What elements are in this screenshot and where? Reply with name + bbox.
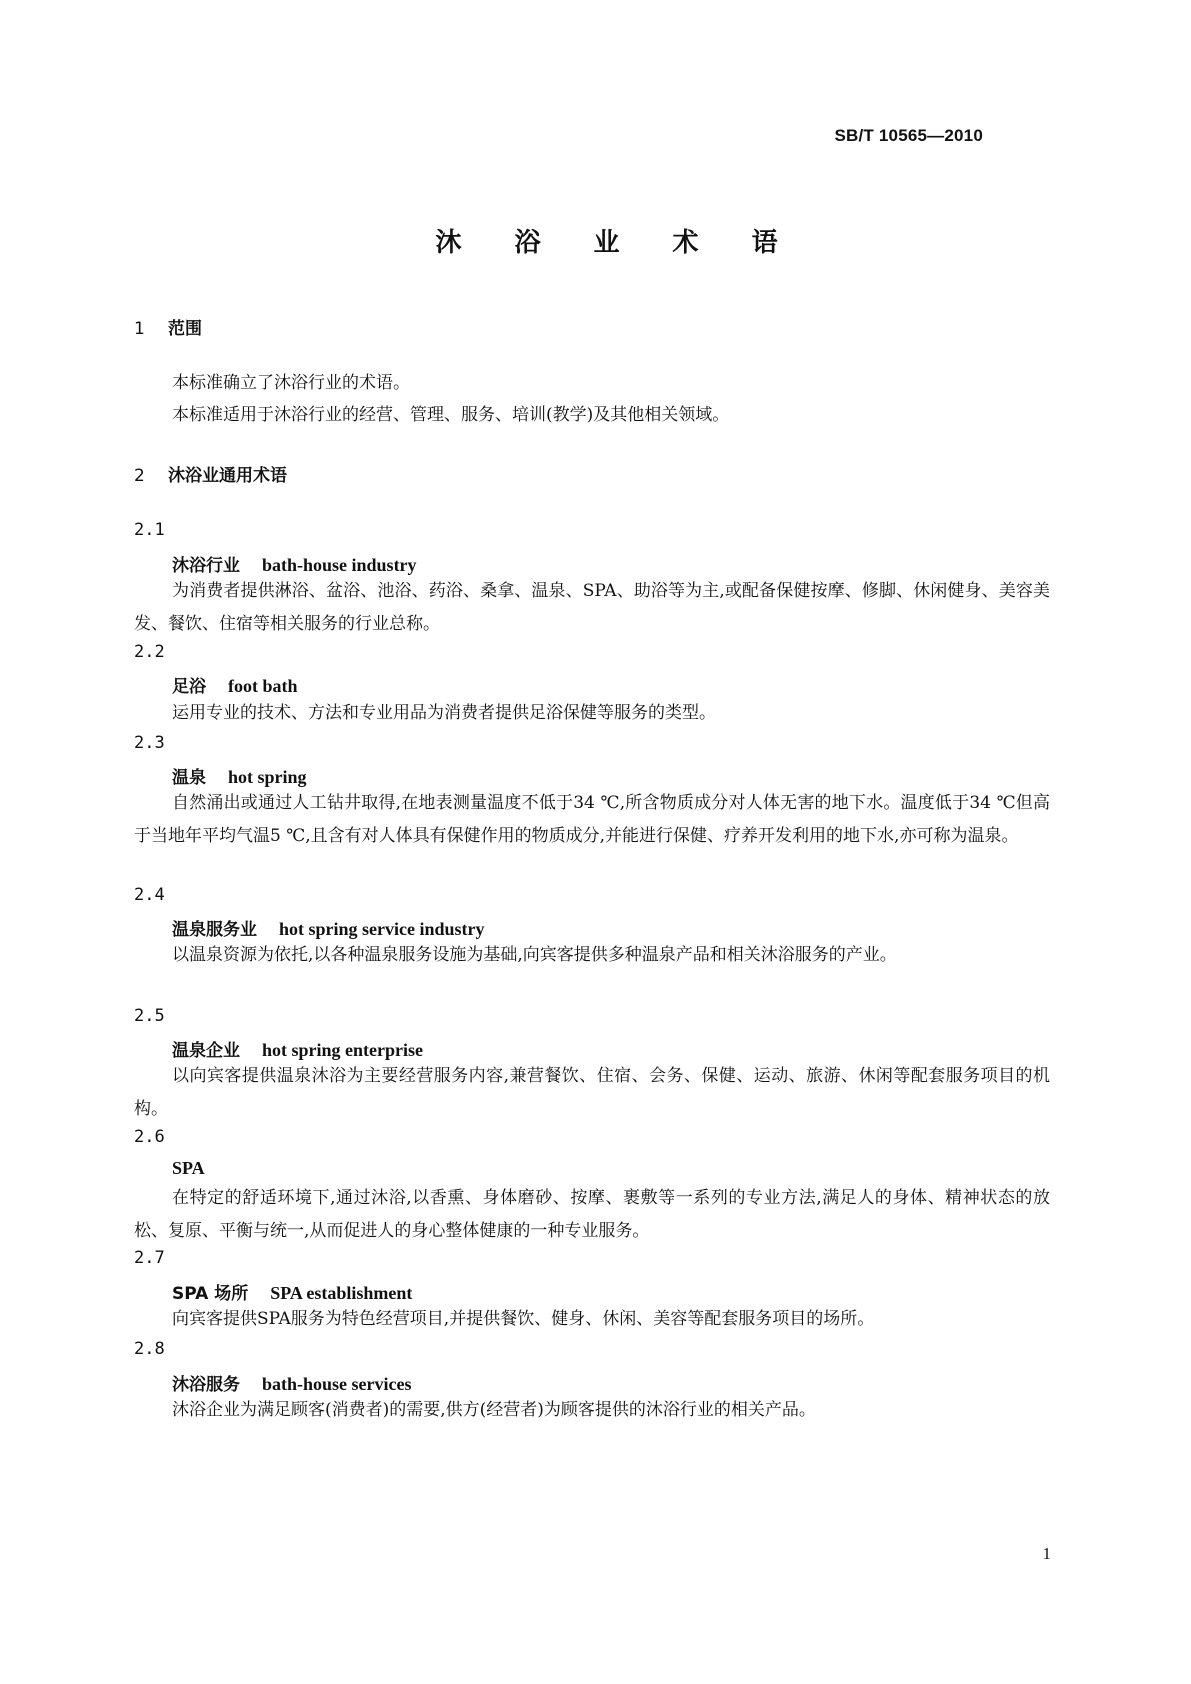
scope-paragraph: 本标准适用于沐浴行业的经营、管理、服务、培训(教学)及其他相关领域。: [172, 405, 730, 425]
term-definition: 自然涌出或通过人工钻井取得,在地表测量温度不低于34 ℃,所含物质成分对人体无害的地下水。温度低于34 ℃但高于当地年平均气温5 ℃,且含有对人体具有保健作用的物质成分,并能进行保健、疗养开发利用的地下水,亦可称为温泉。: [134, 793, 1050, 846]
term-heading: [172, 672, 298, 697]
clause-number: 2.6: [134, 1127, 165, 1147]
term-definition: 向宾客提供SPA服务为特色经营项目,并提供餐饮、健身、休闲、美容等配套服务项目的场所。: [172, 1309, 875, 1329]
section-title: 沐浴业通用术语: [168, 466, 287, 486]
term-english: SPA establishment: [270, 1283, 413, 1303]
term-definition: 以向宾客提供温泉沐浴为主要经营服务内容,兼营餐饮、住宿、会务、保健、运动、旅游、休闲等配套服务项目的机构。: [134, 1066, 1050, 1119]
term-chinese: 温泉企业: [172, 1041, 240, 1061]
scope-paragraph: 本标准确立了沐浴行业的术语。: [172, 373, 410, 393]
section-number: 1: [134, 319, 145, 339]
term-english: foot bath: [228, 676, 298, 696]
document-title: 沐 浴 业 术 语: [435, 228, 800, 258]
term-heading: [172, 915, 485, 940]
term-definition: 为消费者提供淋浴、盆浴、池浴、药浴、桑拿、温泉、SPA、助浴等为主,或配备保健按摩、修脚、休闲健身、美容美发、餐饮、住宿等相关服务的行业总称。: [134, 581, 1050, 634]
term-definition: 沐浴企业为满足顾客(消费者)的需要,供方(经营者)为顾客提供的沐浴行业的相关产品。: [172, 1400, 816, 1420]
page-number: 1: [1042, 1544, 1051, 1563]
standard-code: SB/T 10565—2010: [834, 126, 983, 145]
term-definition: 以温泉资源为依托,以各种温泉服务设施为基础,向宾客提供多种温泉产品和相关沐浴服务的产业。: [172, 945, 897, 965]
term-chinese: 温泉: [172, 768, 206, 788]
term-english: bath-house industry: [262, 555, 417, 575]
term-chinese: 温泉服务业: [172, 920, 257, 940]
clause-number: 2.3: [134, 733, 165, 753]
clause-number: 2.5: [134, 1006, 165, 1026]
term-chinese: 沐浴服务: [172, 1375, 240, 1395]
term-heading: [172, 763, 307, 788]
section-2-heading: [134, 461, 287, 486]
term-heading: [172, 1279, 412, 1304]
term-chinese: 足浴: [172, 677, 206, 697]
clause-number: 2.4: [134, 885, 165, 905]
clause-number: 2.2: [134, 642, 165, 662]
term-english: SPA: [172, 1158, 205, 1178]
term-definition: 在特定的舒适环境下,通过沐浴,以香熏、身体磨砂、按摩、裹敷等一系列的专业方法,满足人的身体、精神状态的放松、复原、平衡与统一,从而促进人的身心整体健康的一种专业服务。: [134, 1188, 1050, 1241]
term-chinese: 沐浴行业: [172, 556, 240, 576]
section-number: 2: [134, 466, 145, 486]
term-english: hot spring service industry: [279, 919, 485, 939]
clause-number: 2.1: [134, 520, 165, 540]
term-definition: 运用专业的技术、方法和专业用品为消费者提供足浴保健等服务的类型。: [172, 703, 716, 723]
term-english: bath-house services: [262, 1374, 412, 1394]
term-heading: [172, 1036, 423, 1061]
term-heading: [172, 1158, 205, 1179]
term-english: hot spring enterprise: [262, 1040, 423, 1060]
term-heading: [172, 1370, 412, 1395]
term-chinese: SPA 场所: [172, 1284, 249, 1304]
term-heading: [172, 551, 417, 576]
section-1-heading: [134, 314, 202, 339]
section-title: 范围: [168, 319, 202, 339]
clause-number: 2.7: [134, 1248, 165, 1268]
term-english: hot spring: [228, 767, 307, 787]
clause-number: 2.8: [134, 1339, 165, 1359]
